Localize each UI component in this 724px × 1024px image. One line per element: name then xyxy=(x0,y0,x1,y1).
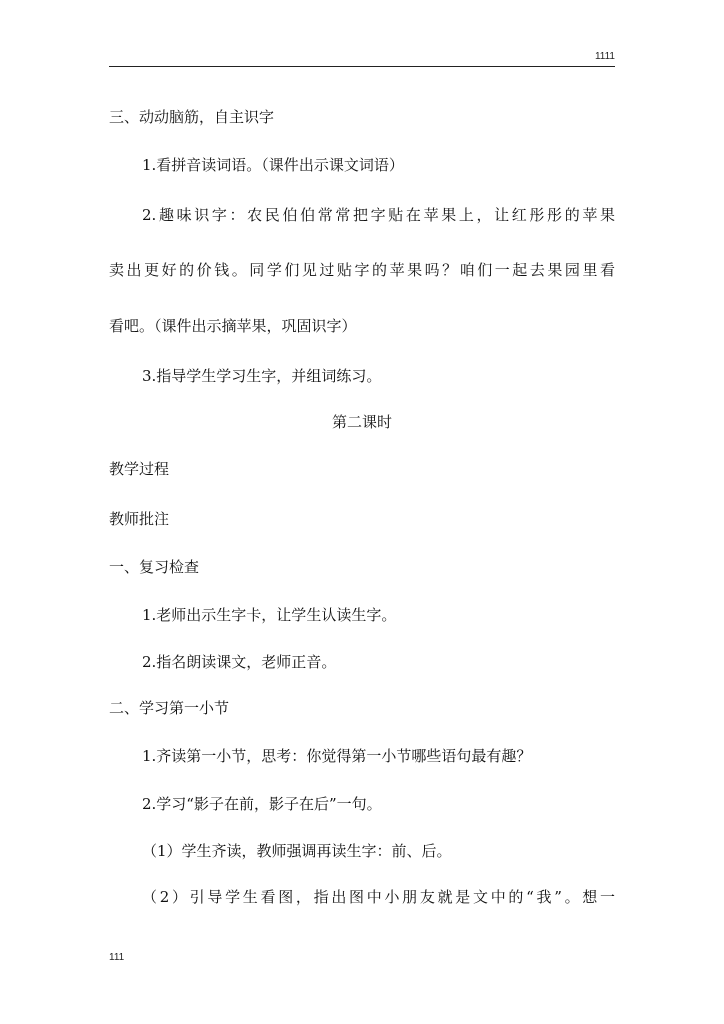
paragraph-line: 1.老师出示生字卡，让学生认读生字。 xyxy=(142,606,397,624)
section-heading: 二、学习第一小节 xyxy=(109,699,230,717)
paragraph-line: 1.看拼音读词语。（课件出示课文词语） xyxy=(142,156,404,174)
paragraph-line: （2）引导学生看图，指出图中小朋友就是文中的“我”。想一 xyxy=(142,888,615,906)
paragraph-line: 2.趣味识字：农民伯伯常常把字贴在苹果上，让红彤彤的苹果 xyxy=(142,206,615,224)
header-page-number: 1111 xyxy=(594,51,615,62)
paragraph-line: 2.学习“影子在前，影子在后”一句。 xyxy=(142,795,382,813)
paragraph-line: 2.指名朗读课文，老师正音。 xyxy=(142,653,337,671)
lesson-title: 第二课时 xyxy=(331,413,392,431)
paragraph-line: 3.指导学生学习生字，并组词练习。 xyxy=(142,367,382,385)
section-heading: 教学过程 xyxy=(109,460,170,478)
paragraph-line: 卖出更好的价钱。同学们见过贴字的苹果吗？咱们一起去果园里看 xyxy=(109,261,615,279)
paragraph-line: 看吧。（课件出示摘苹果，巩固识字） xyxy=(109,317,357,335)
footer-page-number: 111 xyxy=(109,952,125,963)
paragraph-line: 1.齐读第一小节，思考：你觉得第一小节哪些语句最有趣？ xyxy=(142,747,532,765)
header-rule xyxy=(109,66,615,67)
section-heading: 教师批注 xyxy=(109,510,170,528)
section-heading: 一、复习检查 xyxy=(109,558,200,576)
section-heading: 三、动动脑筋，自主识字 xyxy=(109,108,275,126)
paragraph-line: （1）学生齐读，教师强调再读生字：前、后。 xyxy=(142,842,452,860)
